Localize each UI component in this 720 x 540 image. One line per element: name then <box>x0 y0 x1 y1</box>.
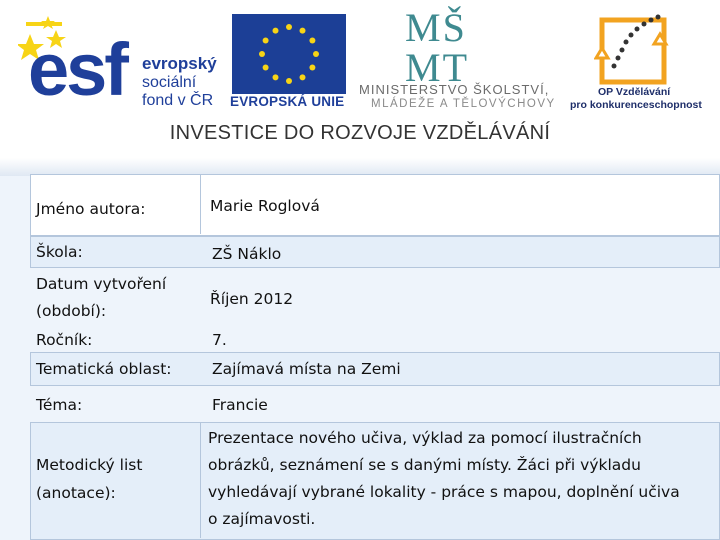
notes-line-3: vyhledávají vybrané lokality - práce s mapou, doplnění učiva <box>208 483 680 501</box>
esf-line-1: evropský <box>142 54 217 73</box>
op-line-2: pro konkurenceschopnost <box>570 99 702 111</box>
area-value: Zajímavá místa na Zemi <box>212 360 401 378</box>
author-label: Jméno autora: <box>36 200 146 218</box>
msmt-logo <box>355 5 565 112</box>
eu-caption: EVROPSKÁ UNIE <box>230 94 345 109</box>
school-value: ZŠ Náklo <box>212 245 282 263</box>
msmt-line-1: MINISTERSTVO ŠKOLSTVÍ, <box>359 82 550 97</box>
eu-flag-icon <box>232 14 346 94</box>
notes-label-line-1: Metodický list <box>36 456 143 474</box>
notes-label-line-2: (anotace): <box>36 484 116 502</box>
info-table <box>0 158 720 540</box>
grade-label: Ročník: <box>36 331 93 349</box>
eu-logo <box>230 14 348 112</box>
school-label: Škola: <box>36 243 83 261</box>
date-value: Říjen 2012 <box>210 290 294 308</box>
area-label: Tematická oblast: <box>36 360 172 378</box>
op-emblem-icon <box>594 10 684 88</box>
logo-header <box>0 0 720 160</box>
grade-value: 7. <box>212 331 227 349</box>
notes-line-1: Prezentace nového učiva, výklad za pomocí ilustračních <box>208 429 642 447</box>
esf-logo <box>18 12 228 112</box>
header-tagline: INVESTICE DO ROZVOJE VZDĚLÁVÁNÍ <box>169 122 551 144</box>
esf-line-3: fond v ČR <box>142 92 214 109</box>
topic-label: Téma: <box>36 396 83 414</box>
msmt-line-2: MLÁDEŽE A TĚLOVÝCHOVY <box>371 98 556 110</box>
op-line-1: OP Vzdělávání <box>598 86 671 98</box>
msmt-logo-text: MŠ MT <box>405 5 469 90</box>
esf-line-2: sociální <box>142 74 197 91</box>
date-label-line-2: (období): <box>36 302 107 320</box>
esf-logo-text: esf <box>28 28 126 111</box>
author-value: Marie Roglová <box>210 197 320 215</box>
notes-line-4: o zajímavosti. <box>208 510 316 528</box>
notes-line-2: obrázků, seznámení se s danými místy. Žáci při výkladu <box>208 456 641 474</box>
op-logo <box>568 10 708 114</box>
topic-value: Francie <box>212 396 268 414</box>
date-label-line-1: Datum vytvoření <box>36 275 167 293</box>
